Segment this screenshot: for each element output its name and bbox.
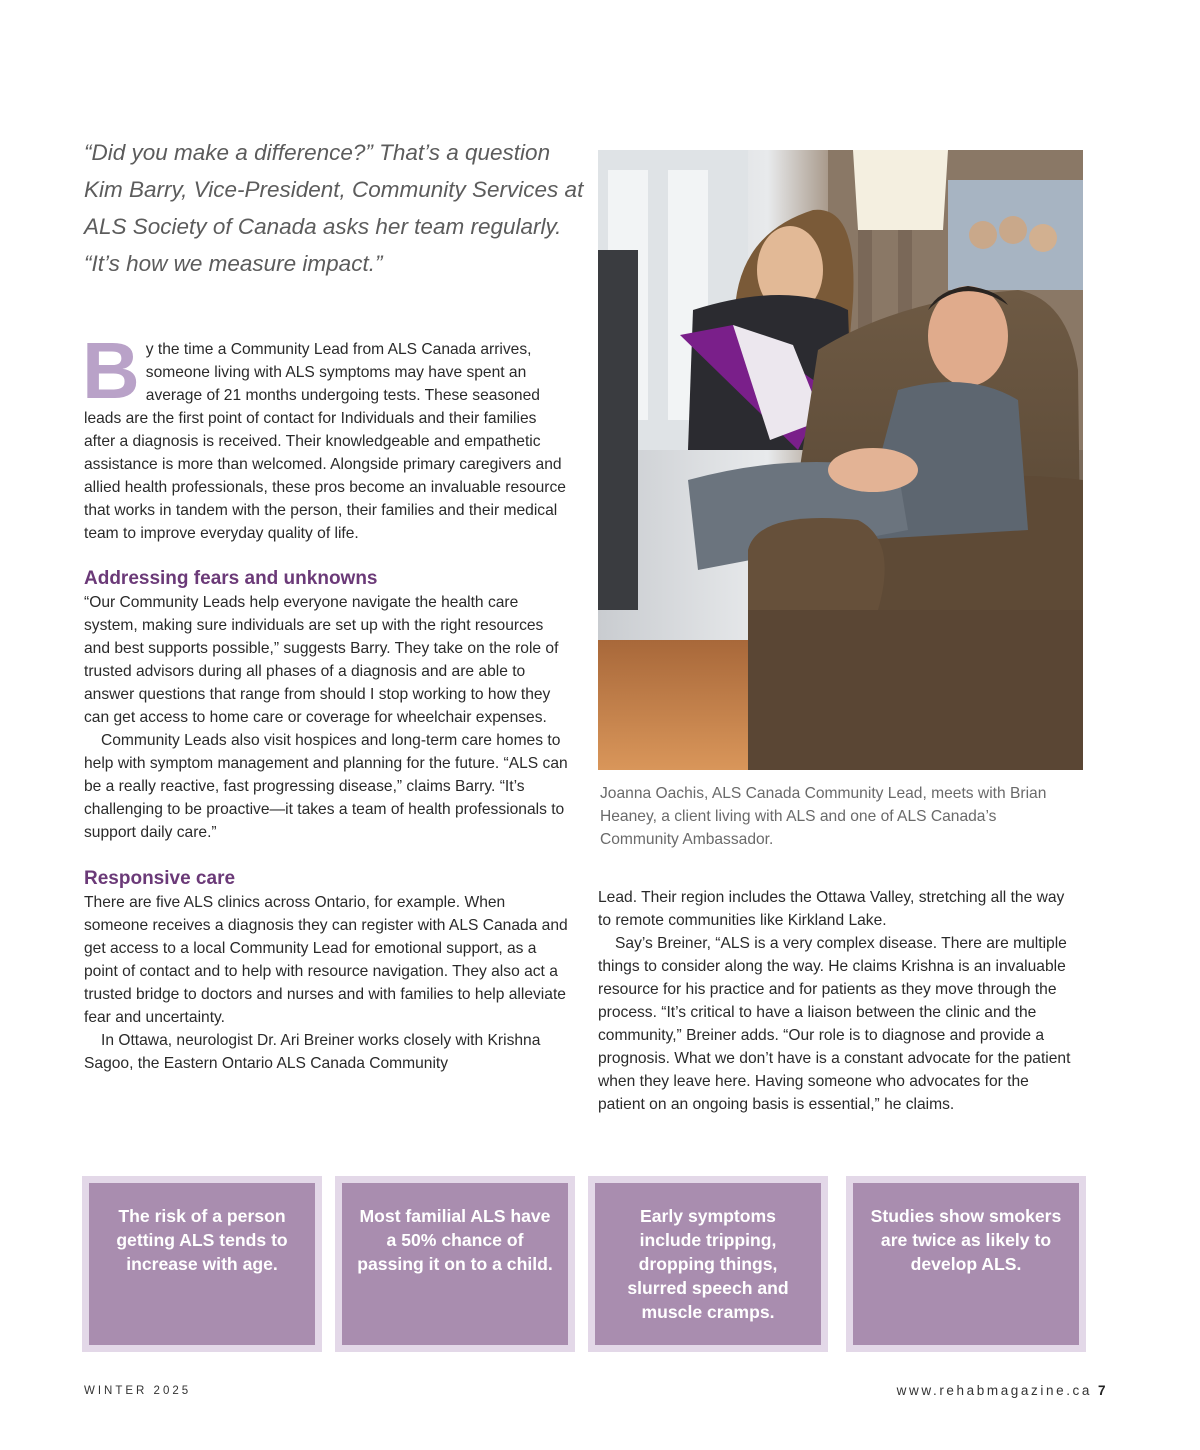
body-paragraph: There are five ALS clinics across Ontario, for example. When someone receives a diagnosis they can register with ALS Canada and get access to a local Community Lead for emotional support, as a point of contact and to help with resource navigation. They also act a trusted bridge to doctors and nurses and with families to help alleviate fear and uncertainty. (84, 894, 568, 1026)
fact-box (588, 1176, 828, 1352)
fact-box (846, 1176, 1086, 1352)
fact-box (82, 1176, 322, 1352)
body-paragraph: Lead. Their region includes the Ottawa Valley, stretching all the way to remote communities like Kirkland Lake. (598, 889, 1065, 929)
issue-label: WINTER 2025 (84, 1385, 192, 1397)
pull-quote: “Did you make a difference?” That’s a question Kim Barry, Vice-President, Community Services at ALS Society of Canada asks her team regularly. “It’s how we measure impact.” (84, 140, 584, 276)
intro-paragraph (82, 326, 569, 545)
section-heading-fears: Addressing fears and unknowns (84, 568, 378, 589)
fact-text: Most familial ALS have a 50% chance of passing it on to a child. (342, 1183, 568, 1345)
body-paragraph: Community Leads also visit hospices and long-term care homes to help with symptom management and planning for the future. “ALS can be a really reactive, fast progressing disease,” claims Barry. “It’s challenging to be proactive—it takes a team of health professionals to support daily care.” (84, 732, 568, 841)
photo-illustration (598, 150, 1083, 770)
fact-box (335, 1176, 575, 1352)
drop-cap: B (82, 326, 140, 415)
fact-boxes (82, 1176, 1086, 1352)
fact-text: Early symptoms include tripping, dropping things, slurred speech and muscle cramps. (595, 1183, 821, 1345)
page-number: 7 (1098, 1383, 1106, 1398)
intro-text: y the time a Community Lead from ALS Canada arrives, someone living with ALS symptoms may have spent an average of 21 months undergoing tests. These seasoned leads are the first point of contact for Individuals and their families after a diagnosis is received. Their knowledgeable and empathetic assistance is more than welcomed. Alongside primary caregivers and allied health professionals, these pros become an invaluable resource that works in tandem with the person, their families and their medical team to improve everyday quality of life. (84, 341, 566, 542)
fact-text: The risk of a person getting ALS tends to increase with age. (89, 1183, 315, 1345)
article-left-column (82, 326, 569, 1075)
article-photo (598, 150, 1083, 770)
body-paragraph: In Ottawa, neurologist Dr. Ari Breiner works closely with Krishna Sagoo, the Eastern Ontario ALS Canada Community (84, 1032, 541, 1072)
photo-caption: Joanna Oachis, ALS Canada Community Lead, meets with Brian Heaney, a client living with ALS and one of ALS Canada’s Community Ambassador. (600, 785, 1047, 848)
section-heading-responsive-care: Responsive care (84, 868, 236, 889)
website-link[interactable]: www.rehabmagazine.ca (896, 1383, 1092, 1398)
fact-text: Studies show smokers are twice as likely to develop ALS. (853, 1183, 1079, 1345)
article-right-column (598, 886, 1078, 1116)
body-paragraph: “Our Community Leads help everyone navigate the health care system, making sure individuals are set up with the right resources and best supports possible,” suggests Barry. They take on the role of trusted advisors during all phases of a diagnosis and are able to answer questions that range from should I stop working to how they can get access to home care or coverage for wheelchair expenses. (84, 594, 559, 726)
body-paragraph: Say’s Breiner, “ALS is a very complex disease. There are multiple things to consider along the way. He claims Krishna is an invaluable resource for his practice and for patients as they move through the process. “It’s critical to have a liaison between the clinic and the community,” Breiner adds. “Our role is to diagnose and provide a prognosis. What we don’t have is a constant advocate for the patient when they leave here. Having someone who advocates for the patient on an ongoing basis is essential,” he claims. (598, 935, 1071, 1113)
